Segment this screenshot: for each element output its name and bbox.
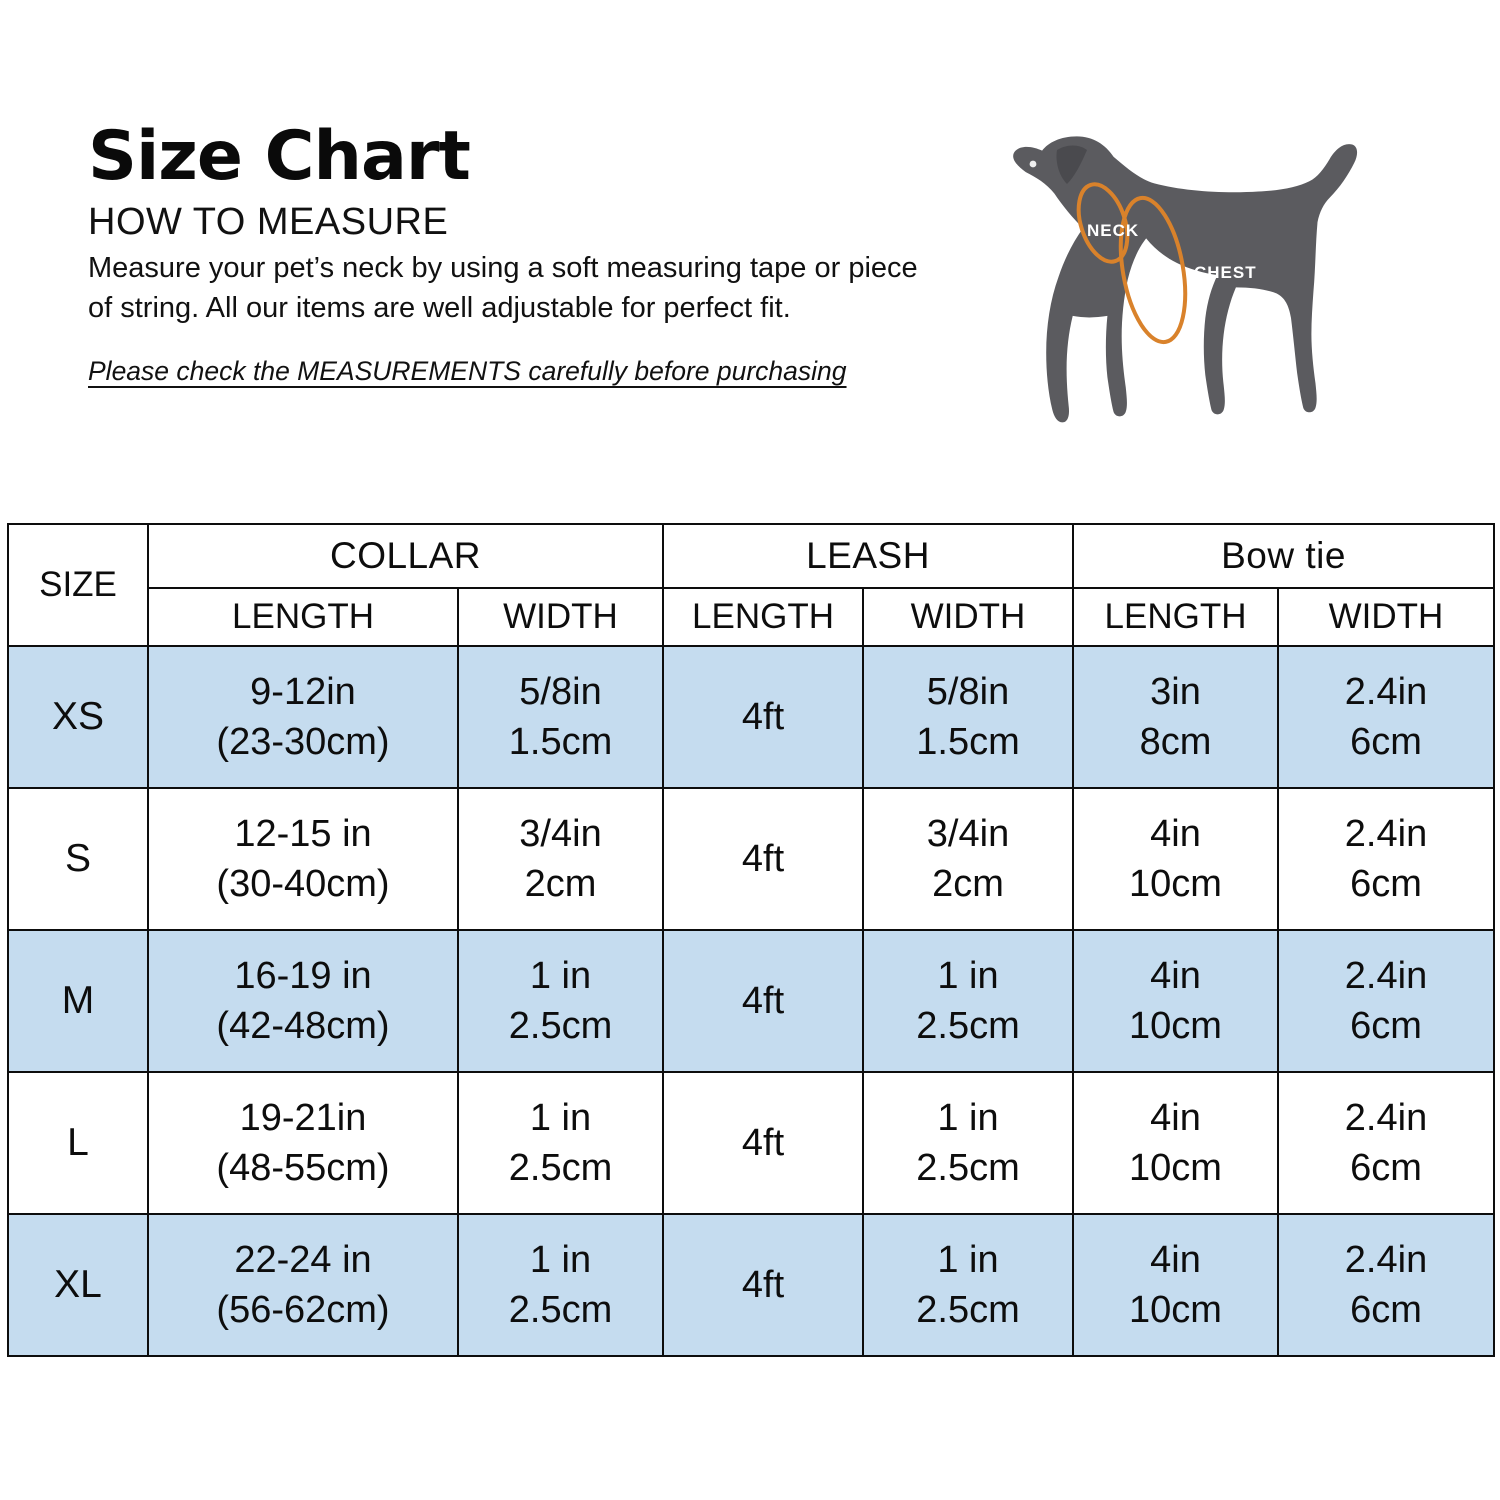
cell-line: 2.5cm <box>508 1289 613 1331</box>
cell-line: 1.5cm <box>508 721 613 763</box>
header-bowtie-width: WIDTH <box>1278 588 1494 646</box>
cell-size: XS <box>8 646 148 788</box>
cell-line: 1 in <box>529 1239 592 1281</box>
cell-line: 4in <box>1150 955 1201 997</box>
cell-bowtie-width <box>1278 1072 1494 1214</box>
cell-size: XL <box>8 1214 148 1356</box>
cell-bowtie-width <box>1278 1214 1494 1356</box>
cell-leash-width <box>863 930 1073 1072</box>
cell-line: 3/4in <box>519 813 602 855</box>
size-table <box>7 523 1495 1357</box>
neck-measurement-label: NECK <box>1087 221 1140 240</box>
header-group-leash: LEASH <box>663 524 1073 588</box>
cell-line: (30-40cm) <box>216 863 390 905</box>
cell-bowtie-width <box>1278 646 1494 788</box>
cell-line: 1 in <box>937 1239 999 1281</box>
measurement-warning-note: Please check the MEASUREMENTS carefully before purchasing <box>88 356 847 386</box>
cell-line: 6cm <box>1350 1147 1422 1189</box>
header-group-bowtie: Bow tie <box>1073 524 1494 588</box>
cell-line: (48-55cm) <box>216 1147 390 1189</box>
cell-line: 10cm <box>1129 863 1222 905</box>
cell-line: 2.4in <box>1344 813 1428 855</box>
dog-illustration <box>995 120 1425 450</box>
cell-line: 6cm <box>1350 1289 1422 1331</box>
header-leash-width: WIDTH <box>863 588 1073 646</box>
cell-line: (56-62cm) <box>216 1289 390 1331</box>
cell-collar-length <box>148 788 458 930</box>
cell-line: 8cm <box>1139 721 1212 763</box>
cell-bowtie-length <box>1073 930 1278 1072</box>
cell-line: 10cm <box>1129 1005 1222 1047</box>
table-body <box>8 646 1494 1356</box>
cell-collar-length <box>148 1072 458 1214</box>
cell-size: S <box>8 788 148 930</box>
cell-line: (42-48cm) <box>216 1005 390 1047</box>
cell-line: 2.5cm <box>508 1147 613 1189</box>
cell-line: 2.5cm <box>916 1005 1020 1047</box>
cell-leash-width <box>863 1072 1073 1214</box>
cell-bowtie-length <box>1073 646 1278 788</box>
cell-line: 4in <box>1150 1239 1201 1281</box>
header-collar-length: LENGTH <box>148 588 458 646</box>
cell-line: 2.5cm <box>508 1005 613 1047</box>
cell-line: 3/4in <box>926 813 1010 855</box>
cell-line: 10cm <box>1129 1289 1222 1331</box>
cell-collar-length <box>148 646 458 788</box>
table-row <box>8 1214 1494 1356</box>
table-row <box>8 788 1494 930</box>
table-head <box>8 524 1494 646</box>
cell-collar-width <box>458 930 663 1072</box>
cell-line: 6cm <box>1350 721 1422 763</box>
cell-line: (23-30cm) <box>216 721 390 763</box>
cell-leash-length: 4ft <box>663 788 863 930</box>
cell-line: 4in <box>1150 813 1201 855</box>
cell-line: 5/8in <box>926 671 1010 713</box>
cell-line: 2.4in <box>1344 955 1428 997</box>
cell-size: L <box>8 1072 148 1214</box>
cell-line: 12-15 in <box>234 813 372 855</box>
cell-line: 6cm <box>1350 1005 1422 1047</box>
cell-line: 19-21in <box>239 1097 367 1139</box>
cell-leash-length: 4ft <box>663 930 863 1072</box>
cell-bowtie-width <box>1278 788 1494 930</box>
cell-line: 2.4in <box>1344 671 1428 713</box>
table-row <box>8 1072 1494 1214</box>
cell-line: 1 in <box>529 955 592 997</box>
cell-line: 2.4in <box>1344 1239 1428 1281</box>
cell-line: 1 in <box>937 1097 999 1139</box>
cell-line: 6cm <box>1350 863 1422 905</box>
cell-bowtie-length <box>1073 1214 1278 1356</box>
cell-leash-length: 4ft <box>663 1214 863 1356</box>
cell-line: 3in <box>1150 671 1201 713</box>
cell-collar-width <box>458 646 663 788</box>
cell-leash-length: 4ft <box>663 1072 863 1214</box>
table-row <box>8 930 1494 1072</box>
cell-line: 2.5cm <box>916 1289 1020 1331</box>
measure-instructions: Measure your pet’s neck by using a soft measuring tape or piece of string. All our items are well adjustable for perfect fit. <box>88 252 918 324</box>
chest-measurement-label: CHEST <box>1194 263 1257 282</box>
table-row <box>8 646 1494 788</box>
table-header-sub-row <box>8 588 1494 646</box>
header-section <box>0 0 1500 515</box>
header-leash-length: LENGTH <box>663 588 863 646</box>
cell-collar-length <box>148 930 458 1072</box>
cell-collar-width <box>458 1072 663 1214</box>
dog-silhouette-icon <box>995 120 1425 450</box>
cell-collar-length <box>148 1214 458 1356</box>
size-table-container <box>7 523 1493 1357</box>
cell-line: 5/8in <box>519 671 602 713</box>
cell-line: 9-12in <box>250 671 356 713</box>
header-group-collar: COLLAR <box>148 524 663 588</box>
cell-bowtie-length <box>1073 788 1278 930</box>
how-to-measure-heading: HOW TO MEASURE <box>88 201 449 243</box>
cell-line: 22-24 in <box>234 1239 372 1281</box>
cell-line: 1 in <box>937 955 999 997</box>
cell-line: 2cm <box>932 863 1004 905</box>
header-collar-width: WIDTH <box>458 588 663 646</box>
cell-size: M <box>8 930 148 1072</box>
cell-line: 1.5cm <box>916 721 1020 763</box>
cell-line: 2cm <box>524 863 597 905</box>
cell-leash-width <box>863 646 1073 788</box>
cell-collar-width <box>458 788 663 930</box>
cell-line: 4in <box>1150 1097 1201 1139</box>
cell-collar-width <box>458 1214 663 1356</box>
header-size: SIZE <box>8 524 148 646</box>
table-header-group-row <box>8 524 1494 588</box>
header-bowtie-length: LENGTH <box>1073 588 1278 646</box>
page-title: Size Chart <box>88 117 470 196</box>
cell-bowtie-width <box>1278 930 1494 1072</box>
cell-line: 2.5cm <box>916 1147 1020 1189</box>
cell-leash-width <box>863 788 1073 930</box>
cell-leash-width <box>863 1214 1073 1356</box>
cell-line: 10cm <box>1129 1147 1222 1189</box>
cell-line: 1 in <box>529 1097 592 1139</box>
cell-line: 2.4in <box>1344 1097 1428 1139</box>
cell-line: 16-19 in <box>234 955 372 997</box>
cell-leash-length: 4ft <box>663 646 863 788</box>
header-text-block <box>88 117 1008 388</box>
cell-bowtie-length <box>1073 1072 1278 1214</box>
